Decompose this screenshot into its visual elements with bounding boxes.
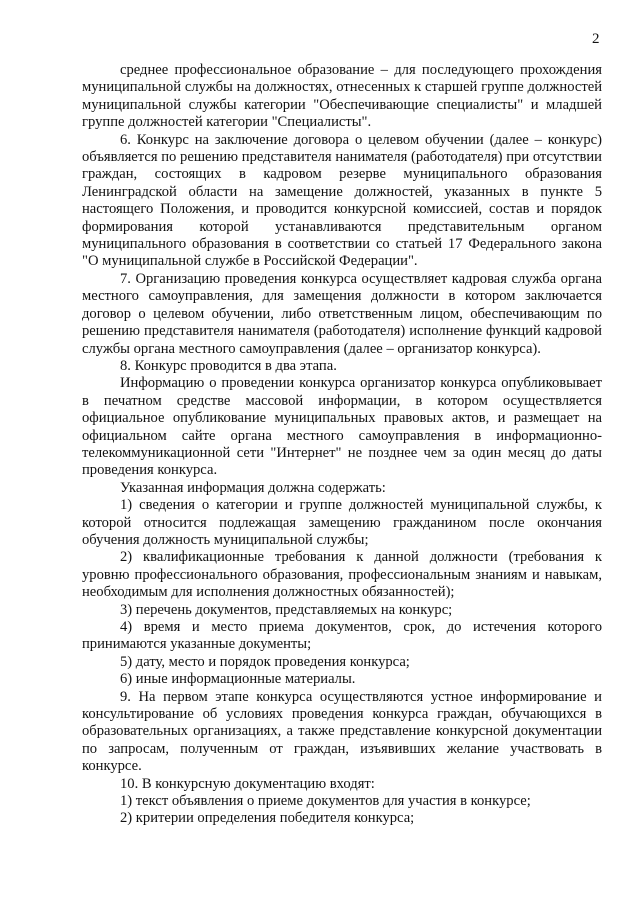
paragraph-8: 8. Конкурс проводится в два этапа.: [120, 357, 337, 374]
paragraph-8-information: Информацию о проведении конкурса организатор конкурса опубликовывает в печатном средстве массовой информации, в котором осуществляется официальное опубликование муниципальных правовых актов, и размещает на официальном сайте органа местного самоуправления в информационно-телекоммуникационной сети "Интернет" не позднее чем за один месяц до даты проведения конкурса.: [82, 375, 602, 479]
paragraph-9: 9. На первом этапе конкурса осуществляются устное информирование и консультирование об условиях проведения конкурса граждан, обучающихся в образовательных организациях, а также представление конкурсной документации по запросам, полученным от граждан, изъявивших желание участвовать в конкурсе.: [82, 688, 602, 775]
paragraph-info-contents: Указанная информация должна содержать:: [120, 479, 386, 496]
doc-list-item-2: 2) критерии определения победителя конкурса;: [120, 810, 415, 827]
list-item-4: 4) время и место приема документов, срок, до истечения которого принимаются указанные документы;: [82, 619, 602, 653]
paragraph-7: 7. Организацию проведения конкурса осуществляет кадровая служба органа местного самоуправления, для замещения должности в котором заключается договор о целевом обучении, либо ответственным лицом, обеспечивающим по решению представителя нанимателя (работодателя) исполнение функций кадровой службы органа местного самоуправления (далее – организатор конкурса).: [82, 270, 602, 357]
paragraph-10: 10. В конкурсную документацию входят:: [120, 775, 375, 792]
paragraph-6: 6. Конкурс на заключение договора о целевом обучении (далее – конкурс) объявляется по решению представителя нанимателя (работодателя) при отсутствии граждан, состоящих в кадровом резерве муниципального образования Ленинградской области на замещение должностей, указанных в пункте 5 настоящего Положения, и проводится конкурсной комиссией, состав и порядок формирования которой устанавливаются представительным органом муниципального образования в соответствии со статьей 17 Федерального закона "О муниципальной службе в Российской Федерации".: [82, 131, 602, 270]
list-item-6: 6) иные информационные материалы.: [120, 671, 356, 688]
doc-list-item-1: 1) текст объявления о приеме документов для участия в конкурсе;: [120, 793, 531, 810]
list-item-3: 3) перечень документов, представляемых на конкурс;: [120, 601, 453, 618]
paragraph-continuation: среднее профессиональное образование – для последующего прохождения муниципальной службы на должностях, отнесенных к старшей группе должностей муниципальной службы категории "Обеспечивающие специалисты" и младшей группе должностей категории "Специалисты".: [82, 62, 602, 131]
list-item-1: 1) сведения о категории и группе должностей муниципальной службы, к которой относится подлежащая замещению гражданином после окончания обучения должность муниципальной службы;: [82, 497, 602, 548]
document-body: [82, 62, 602, 828]
list-item-2: 2) квалификационные требования к данной должности (требования к уровню профессионального образования, профессиональным знаниям и навыкам, необходимым для исполнения должностных обязанностей);: [82, 549, 602, 601]
page-number: 2: [592, 31, 600, 47]
list-item-5: 5) дату, место и порядок проведения конкурса;: [120, 653, 410, 670]
